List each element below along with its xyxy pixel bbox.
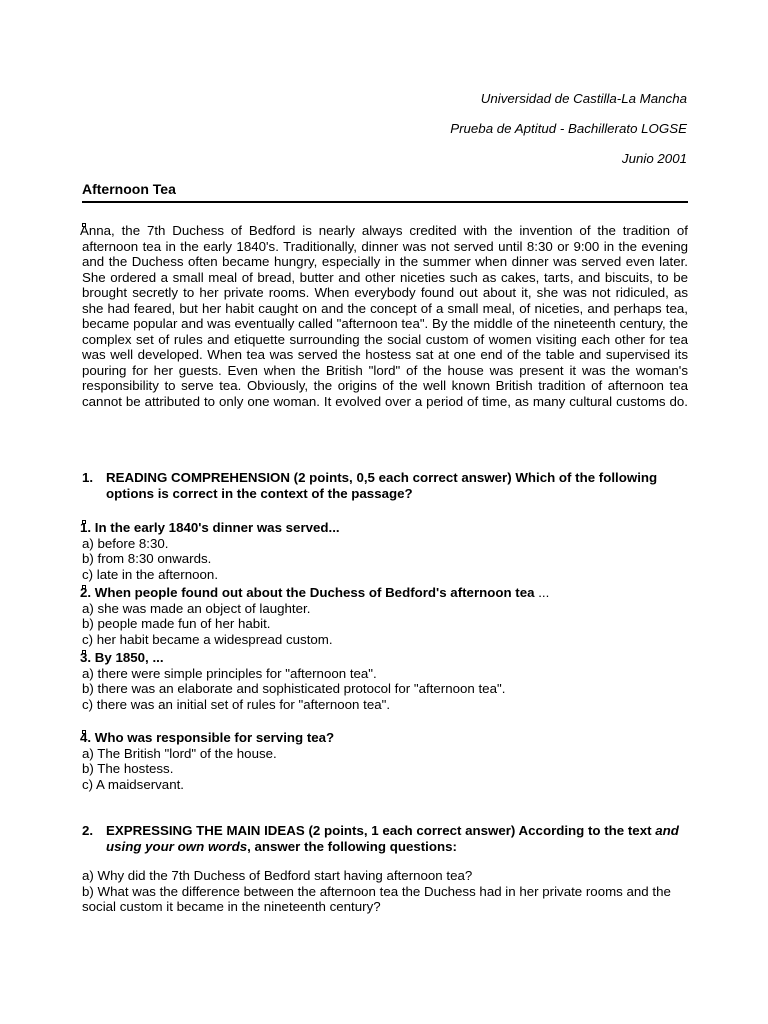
section-2-questions — [82, 868, 688, 915]
heading-part-1: EXPRESSING THE MAIN IDEAS (2 points, 1 each correct answer) According to the text — [106, 823, 656, 838]
question-3 — [82, 650, 702, 712]
paragraph-marker — [82, 585, 86, 589]
question-stem-tail: ... — [534, 585, 550, 600]
question-1 — [82, 520, 702, 582]
heading-part-2: , answer the following questions: — [247, 838, 457, 854]
option-c: c) late in the afternoon. — [82, 566, 219, 582]
paragraph-marker — [82, 730, 86, 734]
section-1-heading — [82, 470, 688, 501]
question-2 — [82, 585, 702, 647]
paragraph-marker — [82, 520, 86, 524]
option-b: b) from 8:30 onwards. — [82, 551, 212, 566]
section-number: 1. — [82, 470, 94, 485]
option-c: c) there was an initial set of rules for "afternoon tea". — [82, 696, 391, 712]
university-name: Universidad de Castilla-La Mancha — [480, 91, 687, 106]
option-a: a) The British "lord" of the house. — [82, 745, 277, 761]
reading-passage — [82, 223, 688, 409]
heading-emphasis: and using your own words — [106, 823, 679, 854]
question-stem-text: 2. When people found out about the Duchess of Bedford's afternoon tea — [80, 585, 535, 600]
question-stem — [82, 650, 702, 666]
option-b: b) The hostess. — [82, 761, 174, 776]
question-stem-text: 1. In the early 1840's dinner was served... — [80, 520, 340, 535]
paragraph-marker — [82, 223, 86, 227]
question-stem — [82, 730, 702, 746]
exam-header — [450, 91, 687, 181]
question-4 — [82, 730, 702, 792]
section-number: 2. — [82, 823, 94, 838]
section-2-heading — [82, 823, 688, 854]
option-c: c) A maidservant. — [82, 776, 184, 792]
open-question-b: b) What was the difference between the afternoon tea the Duchess had in her private rooms and the social custom it became in the nineteenth century? — [82, 883, 671, 914]
question-stem — [82, 520, 702, 536]
option-a: a) there were simple principles for "afternoon tea". — [82, 665, 377, 681]
passage-text: Anna, the 7th Duchess of Bedford is nearly always credited with the invention of the tradition of afternoon tea in the early 1840's. Traditionally, dinner was not served until 8:30 or 9:00 in the evening and the Duchess often became hungry, especially in the summer when dinner was served even later. She ordered a small meal of bread, butter and other niceties such as cakes, tarts, and biscuits, to be brought secretly to her private rooms. When everybody found out about it, she was not ridiculed, as she had feared, but her habit caught on and the concept of a small meal, of niceties, and perhaps tea, became popular and was eventually called "afternoon tea". By the middle of the nineteenth century, the complex set of rules and etiquette surrounding the social custom of women visiting each other for tea was well developed. When tea was served the hostess sat at one end of the table and supervised its pouring for her guests. Even when the British "lord" of the house was present it was the woman's responsibility to serve tea. Obviously, the origins of the well known British tradition of afternoon tea cannot be attributed to only one woman. It evolved over a period of time, as many cultural customs do. — [80, 223, 688, 409]
option-b: b) there was an elaborate and sophisticated protocol for "afternoon tea". — [82, 681, 506, 696]
exam-date: Junio 2001 — [621, 151, 687, 166]
section-heading-text — [106, 823, 688, 854]
question-stem — [82, 585, 702, 601]
open-question-a: a) Why did the 7th Duchess of Bedford start having afternoon tea? — [82, 868, 473, 883]
option-b: b) people made fun of her habit. — [82, 616, 271, 631]
exam-name: Prueba de Aptitud - Bachillerato LOGSE — [450, 121, 687, 136]
paragraph-marker — [82, 650, 86, 654]
question-stem-text: 3. By 1850, ... — [80, 650, 164, 665]
option-c: c) her habit became a widespread custom. — [82, 631, 333, 647]
passage-title: Afternoon Tea — [82, 182, 688, 203]
question-stem-text: 4. Who was responsible for serving tea? — [80, 730, 335, 745]
option-a: a) before 8:30. — [82, 535, 169, 551]
section-heading-text: READING COMPREHENSION (2 points, 0,5 each correct answer) Which of the following options is correct in the context of the passage? — [106, 470, 658, 501]
option-a: a) she was made an object of laughter. — [82, 600, 311, 616]
